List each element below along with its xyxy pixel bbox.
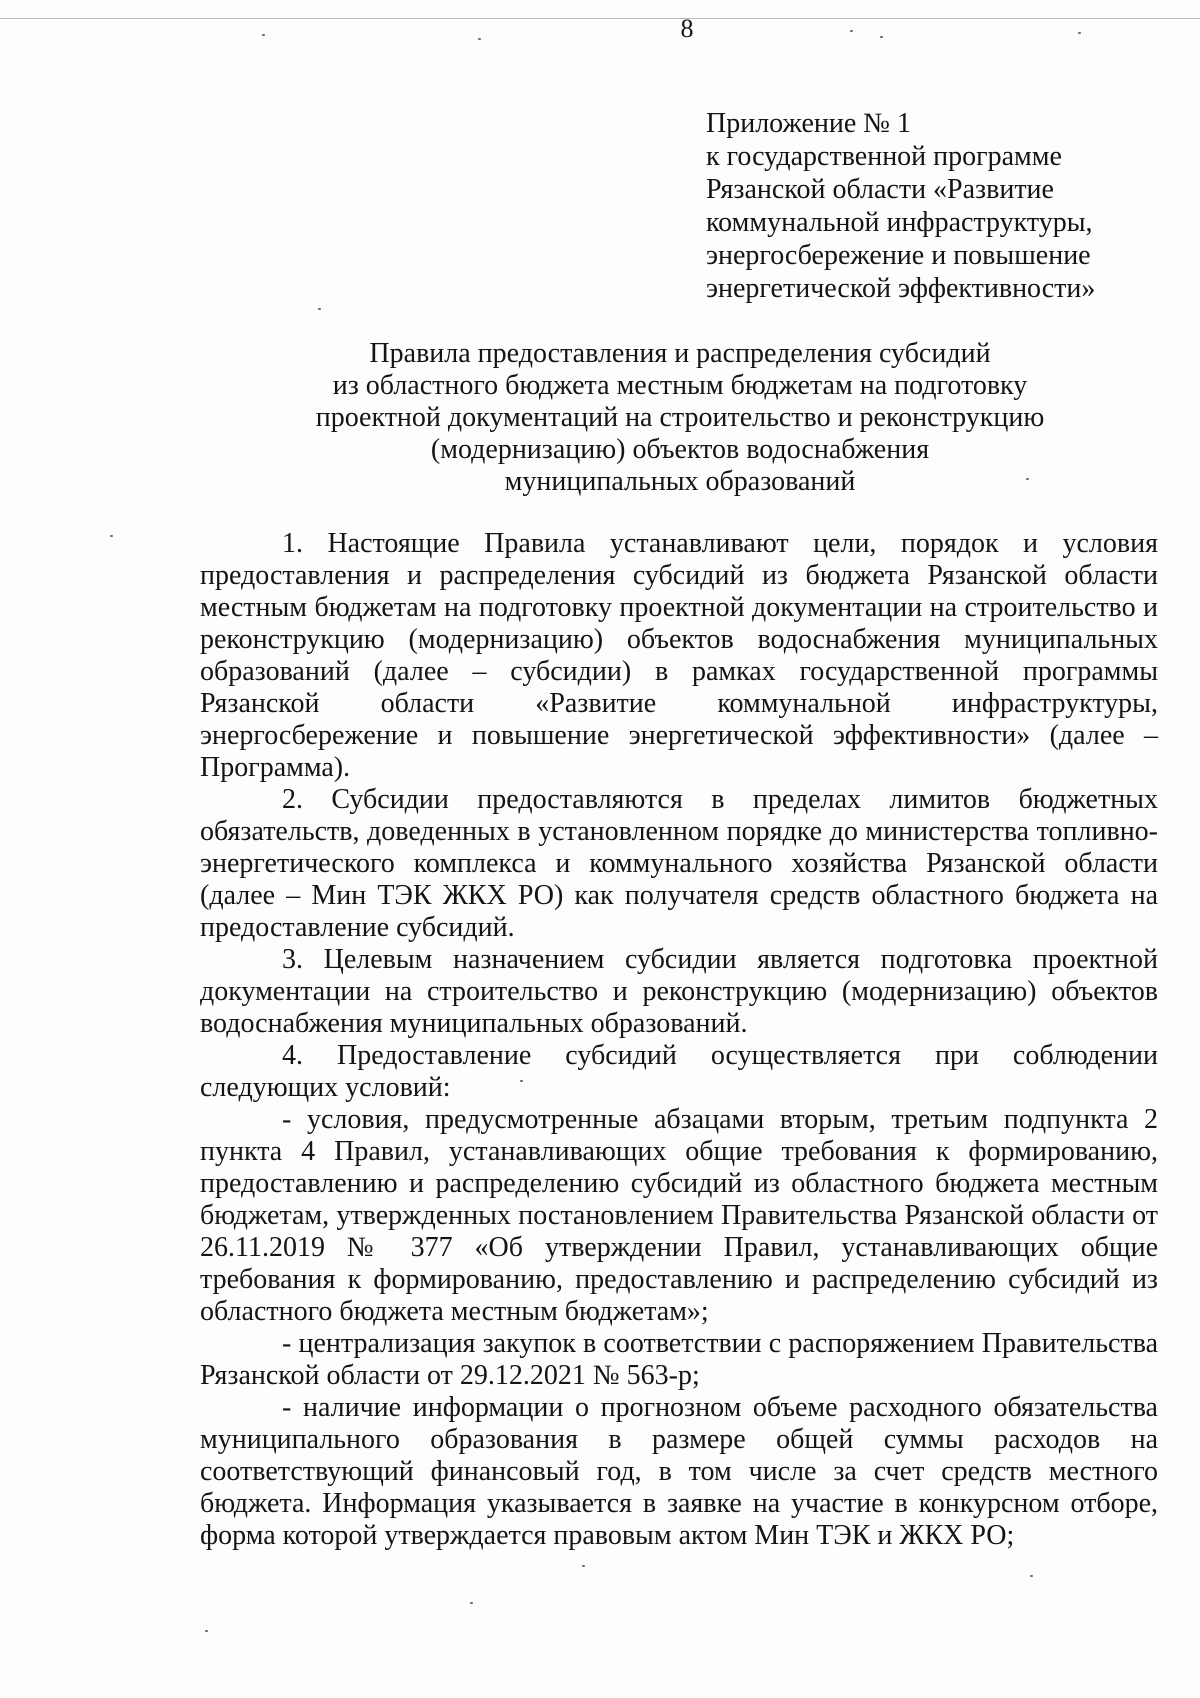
title-line: (модернизацию) объектов водоснабжения: [430, 434, 930, 465]
scan-speck: [205, 1630, 208, 1632]
paragraph-1: 1. Настоящие Правила устанавливают цели, порядок и условия предоставления и распределения субсидий из бюджета Рязанской области местным бюджетам на подготовку проектной документации на строительство и реконструкцию (модернизацию) объектов водоснабжения муниципальных образований (далее – субсидии) в рамках государственной программы Рязанской области «Развитие коммунальной инфраструктуры, энергосбережение и повышение энергетической эффективности» (далее – Программа).: [200, 528, 1158, 783]
title-line: Правила предоставления и распределения субсидий: [369, 338, 991, 369]
scan-speck: [318, 308, 321, 310]
document-body: [200, 528, 1158, 1552]
scan-top-edge: [0, 18, 1200, 19]
annex-line: к государственной программе: [706, 141, 1062, 172]
scan-speck: [470, 1602, 473, 1604]
annex-line: Приложение № 1: [706, 108, 911, 139]
document-title: [200, 338, 1160, 498]
paragraph-4: 4. Предоставление субсидий осуществляется при соблюдении следующих условий:: [200, 1040, 1158, 1103]
scan-speck: [1030, 1575, 1033, 1577]
paragraph-3: 3. Целевым назначением субсидии является подготовка проектной документации на строительство и реконструкцию (модернизацию) объектов водоснабжения муниципальных образований.: [200, 944, 1158, 1039]
title-line: из областного бюджета местным бюджетам на подготовку: [332, 370, 1028, 401]
scan-speck: [110, 535, 113, 537]
paragraph-2: 2. Субсидии предоставляются в пределах лимитов бюджетных обязательств, доведенных в установленном порядке до министерства топливно-энергетического комплекса и коммунального хозяйства Рязанской области (далее – Мин ТЭК ЖКХ РО) как получателя средств областного бюджета на предоставление субсидий.: [200, 784, 1158, 943]
page-number: 8: [680, 14, 694, 43]
scan-speck: [1078, 32, 1081, 34]
annex-line: энергетической эффективности»: [706, 273, 1096, 304]
condition-item: - условия, предусмотренные абзацами вторым, третьим подпункта 2 пункта 4 Правил, устанавливающих общие требования к формированию, предоставлению и распределению субсидий из областного бюджета местным бюджетам, утвержденных постановлением Правительства Рязанской области от 26.11.2019 № 377 «Об утверждении Правил, устанавливающих общие требования к формированию, предоставлению и распределению субсидий из областного бюджета местным бюджетам»;: [200, 1104, 1158, 1327]
title-line: муниципальных образований: [504, 466, 856, 497]
scan-speck: [850, 30, 853, 32]
annex-line: энергосбережение и повышение: [706, 240, 1091, 271]
annex-line: Рязанской области «Развитие: [706, 174, 1054, 205]
scan-speck: [582, 1565, 585, 1567]
scan-speck: [262, 34, 265, 36]
condition-item: - централизация закупок в соответствии с распоряжением Правительства Рязанской области от 29.12.2021 № 563-р;: [200, 1328, 1158, 1391]
annex-heading: [706, 107, 1136, 305]
scan-speck: [478, 38, 481, 40]
title-line: проектной документаций на строительство и реконструкцию: [315, 402, 1045, 433]
scan-speck: [880, 36, 883, 38]
annex-line: коммунальной инфраструктуры,: [706, 207, 1093, 238]
condition-item: - наличие информации о прогнозном объеме расходного обязательства муниципального образования в размере общей суммы расходов на соответствующий финансовый год, в том числе за счет средств местного бюджета. Информация указывается в заявке на участие в конкурсном отборе, форма которой утверждается правовым актом Мин ТЭК и ЖКХ РО;: [200, 1392, 1158, 1551]
